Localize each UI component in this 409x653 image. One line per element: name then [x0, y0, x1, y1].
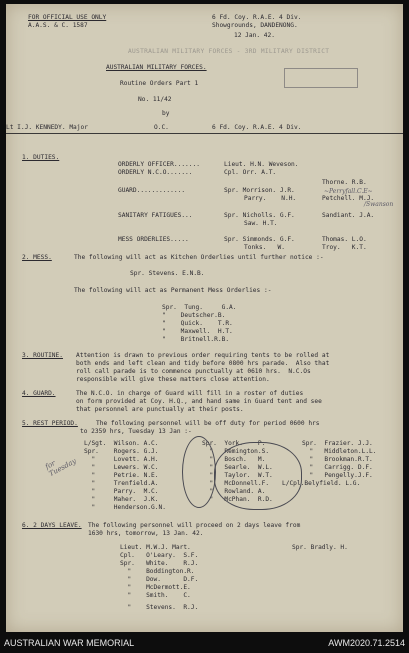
- leave-list-item: " Boddington.R.: [120, 568, 195, 575]
- mess-name-3: Thomas. L.O.: [322, 236, 367, 243]
- rest-col2-item: " McPhan. R.D.: [202, 496, 273, 503]
- guard-line: on form provided at Coy. H.Q., and hand same in Guard tent and see: [76, 398, 322, 405]
- forces-title: AUSTRALIAN MILITARY FORCES.: [106, 64, 207, 71]
- footer-institution: AUSTRALIAN WAR MEMORIAL: [4, 638, 135, 648]
- officer-name: Lt I.J. KENNEDY. Major: [6, 124, 88, 131]
- rest-col1-item: L/Sgt. Wilson. A.C.: [84, 440, 159, 447]
- rest-col2-item: " Bosch. M.: [202, 456, 266, 463]
- leave-list-item: " Dow. D.F.: [120, 576, 199, 583]
- sanitary-label: SANITARY FATIGUES...: [118, 212, 193, 219]
- routine-line: roll call parade is to commence punctually at 0610 hrs. N.C.Os: [76, 368, 311, 375]
- date-header: 12 Jan. 42.: [234, 32, 275, 39]
- mess-name-1: Spr. Simmonds. G.F.: [224, 236, 295, 243]
- mess-line-3: The following will act as Permanent Mess Orderlies :-: [74, 287, 272, 294]
- leave-list-item: " McDermott.E.: [120, 584, 191, 591]
- routine-orders-title: Routine Orders Part 1: [120, 80, 199, 87]
- rest-col2-item: " Rowland. A.: [202, 488, 266, 495]
- rest-col1-item: " Lewers. W.C.: [84, 464, 159, 471]
- section-routine-heading: 3. ROUTINE.: [22, 352, 63, 359]
- routine-line: both ends and left clean and tidy before 0800 hrs parade. Also that: [76, 360, 330, 367]
- section-rest-heading: 5. REST PERIOD.: [22, 420, 78, 427]
- guard-name-3: Thorne. R.B.: [322, 179, 367, 186]
- routine-line: responsible will give these matters close attention.: [76, 376, 270, 383]
- section-duties-heading: 1. DUTIES.: [22, 154, 60, 161]
- rest-col3-item: " Carrigg. D.F.: [302, 464, 373, 471]
- handwritten-margin-note: for Tuesday: [43, 457, 78, 478]
- section-mess-heading: 2. MESS.: [22, 254, 52, 261]
- mess-name-2: Tonks. W.: [244, 244, 285, 251]
- leave-list-item: " Stevens. R.J.: [120, 604, 199, 611]
- footer-accession-number: AWM2020.71.2514: [328, 638, 405, 648]
- guard-name-4: Petchell. M.J.: [322, 195, 375, 202]
- rest-col3-item: Spr. Frazier. J.J.: [302, 440, 373, 447]
- rest-col1-item: " Trenfield.A.: [84, 480, 159, 487]
- leave-line: The following personnel will proceed on 2 days leave from: [88, 522, 301, 529]
- rest-col1-item: " Petrie. N.E.: [84, 472, 159, 479]
- divider-line: [6, 133, 403, 134]
- mess-kitchen-orderly: Spr. Stevens. E.N.B.: [130, 270, 205, 277]
- archive-footer: [0, 634, 409, 653]
- by-label: by: [162, 110, 170, 117]
- sanitary-name-1: Spr. Nicholls. G.F.: [224, 212, 295, 219]
- leave-line: 1630 hrs, tomorrow, 13 Jan. 42.: [88, 530, 204, 537]
- rest-col3-item: " Middleton.L.L.: [302, 448, 377, 455]
- handwritten-note: /Swanson: [364, 201, 394, 208]
- orderly-officer-value: Lieut. H.N. Weveson.: [224, 161, 299, 168]
- guard-name-2: Parry. N.H.: [244, 195, 297, 202]
- rest-col2-item: " Remington.S.: [202, 448, 270, 455]
- leave-list-item: Spr. White. R.J.: [120, 560, 199, 567]
- handdrawn-circle: [182, 436, 216, 508]
- section-guard-heading: 4. GUARD.: [22, 390, 56, 397]
- official-use-label: FOR OFFICIAL USE ONLY: [28, 14, 107, 21]
- rest-col2-item: Spr. York. P.: [202, 440, 266, 447]
- orderly-nco-label: ORDERLY N.C.O.......: [118, 169, 193, 176]
- guard-name-1: Spr. Morrison. J.R.: [224, 187, 295, 194]
- rest-col1-item: " Maher. J.K.: [84, 496, 159, 503]
- sanitary-name-2: Saw. H.T.: [244, 220, 278, 227]
- rest-col2-item: " Searle. W.L.: [202, 464, 273, 471]
- guard-line: The N.C.O. in charge of Guard will fill in a roster of duties: [76, 390, 304, 397]
- section-leave-heading: 6. 2 DAYS LEAVE.: [22, 522, 82, 529]
- reference-number: A.A.S. & C. 1587: [28, 22, 88, 29]
- leave-list-item: Cpl. O'Leary. S.F.: [120, 552, 199, 559]
- mess-list-item: Spr. Tung. G.A.: [162, 304, 237, 311]
- order-number: No. 11/42: [138, 96, 172, 103]
- document-page: [6, 4, 403, 632]
- sanitary-name-3: Sandiant. J.A.: [322, 212, 375, 219]
- rest-col1-item: " Henderson.G.N.: [84, 504, 166, 511]
- faint-stamp-text: AUSTRALIAN MILITARY FORCES - 3RD MILITARY DISTRICT: [128, 48, 330, 55]
- mess-line-1: The following will act as Kitchen Orderlies until further notice :-: [74, 254, 324, 261]
- rest-col3-item: L/Cpl.Belyfield. L.G.: [282, 480, 361, 487]
- location-header: Showgrounds, DANDENONG.: [212, 22, 298, 29]
- oc-label: O.C.: [154, 124, 169, 131]
- mess-orderlies-label: MESS ORDERLIES.....: [118, 236, 189, 243]
- rest-col2-item: " McDonnell.F.: [202, 480, 270, 487]
- unit-header: 6 Fd. Coy. R.A.E. 4 Div.: [212, 14, 302, 21]
- leave-list-item: Lieut. M.W.J. Mart.: [120, 544, 191, 551]
- rest-line: The following personnel will be off duty for period 0600 hrs: [96, 420, 320, 427]
- rest-col3-item: " Brookman.R.T.: [302, 456, 373, 463]
- routine-line: Attention is drawn to previous order requiring tents to be rolled at: [76, 352, 330, 359]
- mess-list-item: " Quick. T.R.: [162, 320, 233, 327]
- rest-line: to 2359 hrs, Tuesday 13 Jan :-: [80, 428, 192, 435]
- guard-line: that personnel are punctually at their posts.: [76, 406, 244, 413]
- rest-col3-item: " Pengelly.J.F.: [302, 472, 373, 479]
- oc-unit: 6 Fd. Coy. R.A.E. 4 Div.: [212, 124, 302, 131]
- leave-list-item: " Smith. C.: [120, 592, 191, 599]
- leave-extra-item: Spr. Bradly. H.: [292, 544, 348, 551]
- mess-name-4: Troy. K.T.: [322, 244, 367, 251]
- guard-label: GUARD.............: [118, 187, 186, 194]
- rest-col1-item: " Lovett. A.H.: [84, 456, 159, 463]
- rest-col1-item: " Parry. M.C.: [84, 488, 159, 495]
- orderly-officer-label: ORDERLY OFFICER.......: [118, 161, 200, 168]
- stamp-box: [284, 68, 358, 88]
- orderly-nco-value: Cpl. Orr. A.T.: [224, 169, 277, 176]
- mess-list-item: " Deutscher.B.: [162, 312, 226, 319]
- handwritten-correction: ~Perryfall.C.E~: [324, 188, 373, 195]
- rest-col2-item: " Taylor. W.T.: [202, 472, 273, 479]
- handdrawn-circle: [214, 442, 302, 510]
- mess-list-item: " Maxwell. H.T.: [162, 328, 233, 335]
- mess-list-item: " Britnell.R.B.: [162, 336, 230, 343]
- rest-col1-item: Spr. Rogers. G.J.: [84, 448, 159, 455]
